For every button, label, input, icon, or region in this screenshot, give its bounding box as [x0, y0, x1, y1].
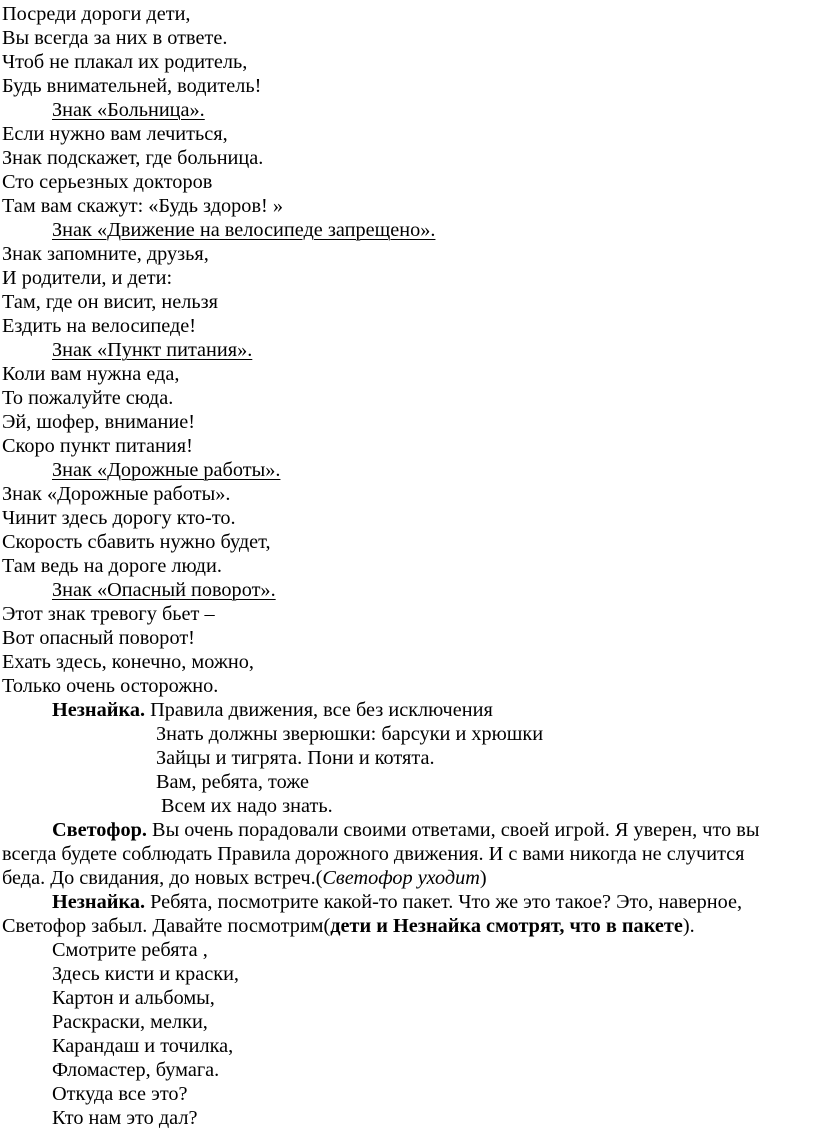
sign-heading: Знак «Опасный поворот». — [52, 579, 276, 601]
poem-line: Вы всегда за них в ответе. — [2, 27, 228, 49]
dialogue-line — [52, 818, 759, 842]
poem-line: Знак подскажет, где больница. — [2, 147, 264, 169]
poem-line: Вот опасный поворот! — [2, 627, 195, 649]
dialogue-text: ). — [682, 915, 695, 937]
verse-line: Вам, ребята, тоже — [156, 771, 310, 793]
poem-line: Знак запомните, друзья, — [2, 243, 209, 265]
poem-line: Там вам скажут: «Будь здоров! » — [2, 195, 283, 217]
poem-line: Если нужно вам лечиться, — [2, 123, 228, 145]
poem-line: Только очень осторожно. — [2, 675, 219, 697]
poem-line: Там, где он висит, нельзя — [2, 291, 218, 313]
verse-line: Откуда все это? — [52, 1083, 188, 1105]
dialogue-line — [52, 890, 742, 914]
poem-line: Чтоб не плакал их родитель, — [2, 51, 248, 73]
poem-line: Знак «Дорожные работы». — [2, 483, 231, 505]
speaker-name: Незнайка. — [52, 699, 146, 721]
dialogue-line — [2, 866, 487, 890]
dialogue-line: всегда будете соблюдать Правила дорожного движения. И с вами никогда не случится — [2, 843, 745, 865]
verse-line: Здесь кисти и краски, — [52, 963, 239, 985]
dialogue-text: Светофор забыл. Давайте посмотрим( — [2, 915, 331, 937]
dialogue-line — [2, 914, 695, 938]
verse-line: Всем их надо знать. — [161, 795, 333, 817]
verse-line: Фломастер, бумага. — [52, 1059, 220, 1081]
sign-heading: Знак «Больница». — [52, 99, 205, 121]
poem-line: Этот знак тревогу бьет – — [2, 603, 215, 625]
speaker-name: Светофор. — [52, 819, 147, 841]
poem-line: Ехать здесь, конечно, можно, — [2, 651, 254, 673]
verse-line: Кто нам это дал? — [52, 1107, 198, 1129]
poem-line: Эй, шофер, внимание! — [2, 411, 196, 433]
speaker-name: Незнайка. — [52, 891, 146, 913]
verse-line: Знать должны зверюшки: барсуки и хрюшки — [156, 723, 544, 745]
verse-line: Карандаш и точилка, — [52, 1035, 234, 1057]
verse-line: Раскраски, мелки, — [52, 1011, 208, 1033]
poem-line: Скорость сбавить нужно будет, — [2, 531, 271, 553]
poem-line: Коли вам нужна еда, — [2, 363, 180, 385]
poem-line: Ездить на велосипеде! — [2, 315, 197, 337]
poem-line: То пожалуйте сюда. — [2, 387, 174, 409]
sign-heading: Знак «Пункт питания». — [52, 339, 253, 361]
poem-line: Чинит здесь дорогу кто-то. — [2, 507, 236, 529]
dialogue-text: Правила движения, все без исключения — [145, 699, 493, 721]
sign-heading: Знак «Движение на велосипеде запрещено». — [52, 219, 436, 241]
stage-direction: Светофор уходит — [322, 867, 480, 889]
poem-line: Скоро пункт питания! — [2, 435, 193, 457]
stage-direction: дети и Незнайка смотрят, что в пакете — [330, 915, 683, 937]
verse-line: Смотрите ребята , — [52, 939, 208, 961]
dialogue-text: ) — [479, 867, 487, 889]
verse-line: Зайцы и тигрята. Пони и котята. — [156, 747, 435, 769]
dialogue-text: Ребята, посмотрите какой-то пакет. Что же это такое? Это, наверное, — [145, 891, 743, 913]
poem-line: Там ведь на дороге люди. — [2, 555, 222, 577]
poem-line: Сто серьезных докторов — [2, 171, 213, 193]
dialogue-line — [52, 698, 493, 722]
sign-heading: Знак «Дорожные работы». — [52, 459, 281, 481]
dialogue-text: беда. До свидания, до новых встреч.( — [2, 867, 323, 889]
poem-line: Посреди дороги дети, — [2, 3, 191, 25]
poem-line: Будь внимательней, водитель! — [2, 75, 262, 97]
poem-line: И родители, и дети: — [2, 267, 173, 289]
dialogue-text: Вы очень порадовали своими ответами, своей игрой. Я уверен, что вы — [146, 819, 760, 841]
verse-line: Картон и альбомы, — [52, 987, 215, 1009]
